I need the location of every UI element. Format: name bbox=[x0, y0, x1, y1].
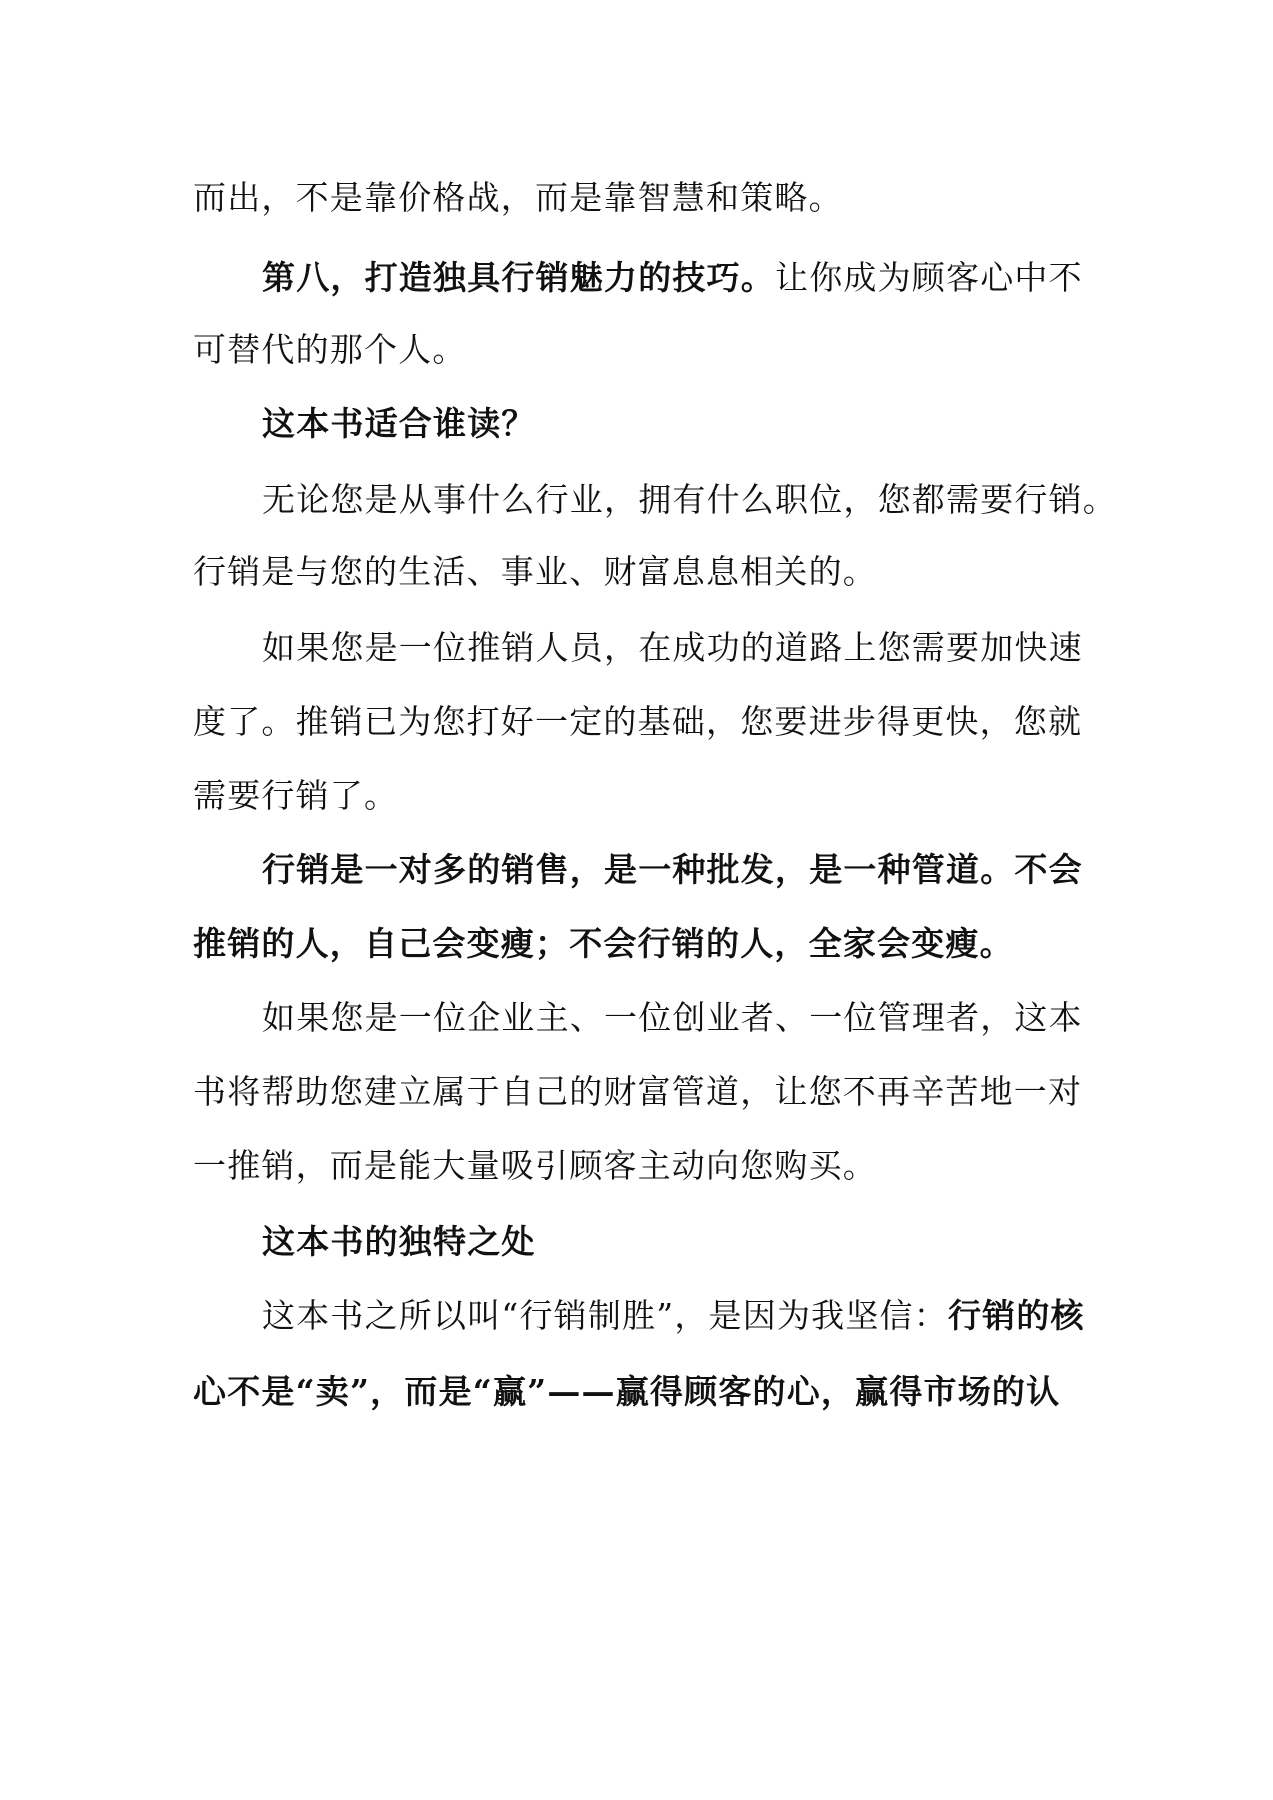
bold-text-run: 推销的人，自己会变瘦；不会行销的人，全家会变瘦。 bbox=[193, 924, 1014, 963]
text-run: 度了。推销已为您打好一定的基础，您要进步得更快，您就 bbox=[193, 702, 1083, 741]
paragraph-line-6 bbox=[193, 550, 1083, 594]
paragraph-line-17 bbox=[193, 1370, 1083, 1414]
text-run: 书将帮助您建立属于自己的财富管道，让您不再辛苦地一对 bbox=[193, 1072, 1083, 1111]
text-run: 让你成为顾客心中不 bbox=[775, 258, 1083, 297]
text-run: 一推销，而是能大量吸引顾客主动向您购买。 bbox=[193, 1146, 877, 1185]
section-heading-unique-features bbox=[262, 1220, 1083, 1264]
paragraph-line-13 bbox=[193, 1070, 1083, 1114]
text-run: 如果您是一位企业主、一位创业者、一位管理者，这本 bbox=[262, 998, 1083, 1037]
bold-text-run: 行销的核 bbox=[947, 1296, 1085, 1335]
paragraph-line-14 bbox=[193, 1144, 1083, 1188]
text-run: 无论您是从事什么行业，拥有什么职位，您都需要行销。 bbox=[262, 480, 1117, 519]
text-run: 可替代的那个人。 bbox=[193, 330, 467, 369]
text-run: 而出，不是靠价格战，而是靠智慧和策略。 bbox=[193, 178, 843, 217]
text-run: 如果您是一位推销人员，在成功的道路上您需要加快速 bbox=[262, 628, 1083, 667]
paragraph-line-3 bbox=[193, 328, 1083, 372]
text-run: 需要行销了。 bbox=[193, 776, 399, 815]
paragraph-line-2 bbox=[262, 256, 1083, 300]
paragraph-line-12 bbox=[262, 996, 1083, 1040]
bold-text-run: 行销是一对多的销售，是一种批发，是一种管道。不会 bbox=[262, 850, 1083, 889]
paragraph-line-9 bbox=[193, 774, 1083, 818]
heading-text: 这本书适合谁读？ bbox=[262, 404, 536, 443]
heading-text: 这本书的独特之处 bbox=[262, 1222, 536, 1261]
paragraph-line-11 bbox=[193, 922, 1083, 966]
paragraph-line-1 bbox=[193, 176, 1083, 220]
text-run: 行销是与您的生活、事业、财富息息相关的。 bbox=[193, 552, 877, 591]
section-heading-who-should-read bbox=[262, 402, 1083, 446]
paragraph-line-10 bbox=[262, 848, 1083, 892]
bold-text-run: 第八，打造独具行销魅力的技巧。 bbox=[262, 258, 775, 297]
bold-text-run: 心不是“卖”，而是“赢”——赢得顾客的心，赢得市场的认 bbox=[193, 1372, 1061, 1411]
paragraph-line-5 bbox=[262, 478, 1117, 522]
paragraph-line-16 bbox=[262, 1294, 1083, 1338]
paragraph-line-8 bbox=[193, 700, 1083, 744]
paragraph-line-7 bbox=[262, 626, 1083, 670]
text-run: 这本书之所以叫“行销制胜”，是因为我坚信： bbox=[262, 1296, 948, 1335]
